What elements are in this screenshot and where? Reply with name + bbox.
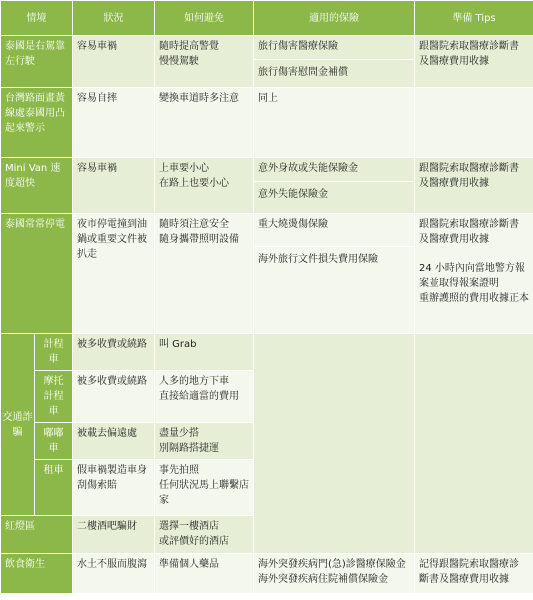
- insurance-line: 海外旅行文件損失費用保險: [254, 246, 414, 267]
- status-cell: 被載去偏遠處: [73, 423, 155, 460]
- insurance-cell: 同上: [254, 88, 415, 158]
- status-cell: 水土不服而腹瀉: [73, 554, 155, 594]
- insurance-cell: [254, 158, 415, 214]
- scam-type: 摩托計程車: [35, 371, 73, 423]
- scam-type: 計程車: [35, 334, 73, 371]
- avoid-line: 上車要小心: [159, 163, 209, 174]
- tips-cell: [415, 158, 533, 214]
- table-row: [1, 214, 533, 334]
- tips-line: 跟醫院索取醫療診斷書: [419, 41, 519, 52]
- status-cell: 容易自摔: [73, 88, 155, 158]
- tips-cell: [415, 214, 533, 334]
- situation-cell: 泰國常常停電: [1, 214, 73, 334]
- avoid-cell: [155, 423, 254, 460]
- scam-type: 嘟嘟車: [35, 423, 73, 460]
- status-cell: 容易車禍: [73, 36, 155, 88]
- insurance-line: 旅行傷害慰問金補償: [254, 59, 414, 80]
- avoid-line: 隨身攜帶照明設備: [159, 234, 239, 245]
- tips-line: 斷書及醫療費用收據: [419, 574, 509, 585]
- insurance-line: 意外身故或失能保險金: [258, 163, 358, 174]
- header-insurance: 適用的保險: [254, 1, 415, 36]
- avoid-cell: 叫 Grab: [155, 334, 254, 371]
- scam-group-label: 交通詐騙: [1, 334, 35, 516]
- avoid-line: 隨時須注意安全: [159, 219, 229, 230]
- status-cell: 被多收費或繞路: [73, 371, 155, 423]
- avoid-line: 或評價好的酒店: [159, 536, 229, 547]
- tips-cell: [415, 554, 533, 594]
- header-avoid: 如何避免: [155, 1, 254, 36]
- tips-cell: [415, 88, 533, 158]
- insurance-line: 重大燒燙傷保險: [258, 219, 328, 230]
- avoid-cell: [155, 158, 254, 214]
- avoid-cell: 準備個人藥品: [155, 554, 254, 594]
- avoid-line: 任何狀況馬上聯繫店家: [159, 480, 249, 506]
- avoid-line: 隨時提高警覺: [159, 41, 219, 52]
- table-row: [1, 334, 533, 371]
- avoid-line: 直接給適當的費用: [159, 391, 239, 402]
- tips-line: 及醫療費用收據: [419, 178, 489, 189]
- tips-line: 及醫療費用收據: [419, 234, 489, 245]
- insurance-line: 旅行傷害醫療保險: [258, 41, 338, 52]
- insurance-cell: [254, 36, 415, 88]
- tips-cell: [415, 36, 533, 88]
- tips-line: 重辦護照的費用收據正本: [419, 293, 529, 304]
- avoid-cell: 變換車道時多注意: [155, 88, 254, 158]
- insurance-cell: [254, 554, 415, 594]
- situation-cell: 泰國是右駕靠左行駛: [1, 36, 73, 88]
- table-row: [1, 88, 533, 158]
- situation-cell: 飲食衛生: [1, 554, 73, 594]
- tips-line: 跟醫院索取醫療診斷書: [419, 163, 519, 174]
- header-tips: 準備 Tips: [415, 1, 533, 36]
- situation-cell: 紅燈區: [1, 516, 73, 554]
- header-status: 狀況: [73, 1, 155, 36]
- tips-cell: [415, 334, 533, 554]
- insurance-line: 意外失能保險金: [254, 181, 414, 202]
- avoid-line: 選擇一樓酒店: [159, 521, 219, 532]
- table-row: [1, 36, 533, 88]
- situation-cell: 台灣路面畫黃線處泰國用凸起來警示: [1, 88, 73, 158]
- status-cell: 二樓酒吧騙財: [73, 516, 155, 554]
- avoid-cell: [155, 371, 254, 423]
- avoid-line: 慢慢駕駛: [159, 56, 199, 67]
- table-row: [1, 158, 533, 214]
- header-situation: 情境: [1, 1, 73, 36]
- avoid-cell: [155, 516, 254, 554]
- avoid-line: 盡量少搭: [159, 428, 199, 439]
- avoid-line: 別隔路搭捷運: [159, 443, 219, 454]
- header-row: [1, 1, 533, 36]
- tips-line: 記得跟醫院索取醫療診: [419, 559, 519, 570]
- avoid-cell: [155, 214, 254, 334]
- insurance-line: 海外突發疾病住院補償保險金: [258, 574, 388, 585]
- insurance-line: 海外突發疾病門(急)診醫療保險金: [258, 559, 406, 570]
- status-cell: 假車禍製造車身刮傷索賠: [73, 460, 155, 516]
- status-cell: 容易車禍: [73, 158, 155, 214]
- table-row: [1, 554, 533, 594]
- avoid-line: 在路上也要小心: [159, 178, 229, 189]
- avoid-cell: [155, 460, 254, 516]
- insurance-cell: [254, 214, 415, 334]
- avoid-line: 事先拍照: [159, 465, 199, 476]
- scam-type: 租車: [35, 460, 73, 516]
- situation-cell: Mini Van 速度超快: [1, 158, 73, 214]
- tips-line: 跟醫院索取醫療診斷書: [419, 219, 519, 230]
- tips-line: 及醫療費用收據: [419, 56, 489, 67]
- avoid-line: 人多的地方下車: [159, 376, 229, 387]
- avoid-cell: [155, 36, 254, 88]
- status-cell: 夜市停電撞到油鍋或重要文件被扒走: [73, 214, 155, 334]
- status-cell: 被多收費或繞路: [73, 334, 155, 371]
- tips-line: 24 小時內向當地警方報案並取得報案證明: [419, 263, 525, 289]
- insurance-cell: [254, 334, 415, 554]
